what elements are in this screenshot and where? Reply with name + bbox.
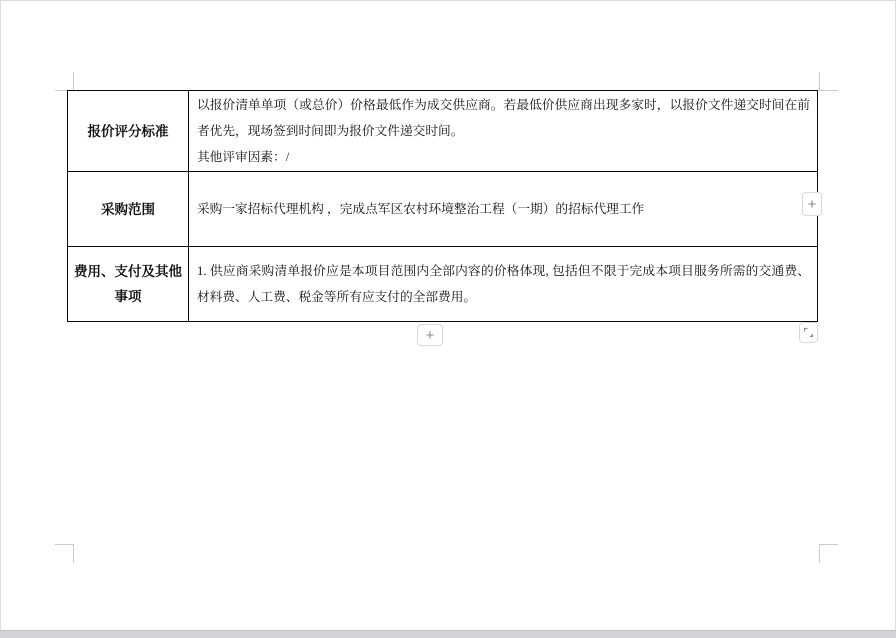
table-resize-button[interactable]	[799, 322, 818, 343]
plus-icon: +	[425, 326, 435, 344]
add-column-button[interactable]	[802, 192, 822, 216]
table-row	[68, 247, 818, 322]
content-paragraph: 其他评审因素：/	[197, 150, 290, 164]
content-paragraph: 采购一家招标代理机构 ，完成点军区农村环境整治工程（一期）的招标代理工作	[197, 202, 645, 216]
horizontal-scrollbar[interactable]	[0, 630, 896, 638]
row-content-cell[interactable]	[189, 172, 818, 247]
row-label-line: 事项	[114, 289, 142, 304]
row-content-cell[interactable]	[189, 91, 818, 172]
row-label-cell[interactable]: 采购范围	[68, 172, 189, 247]
row-label-line: 费用、支付及其他	[74, 264, 182, 279]
margin-mark-top-left	[55, 72, 74, 91]
margin-mark-bottom-left	[55, 544, 74, 563]
plus-icon: +	[807, 195, 817, 213]
row-content-cell[interactable]	[189, 247, 818, 322]
row-label-cell[interactable]	[68, 247, 189, 322]
content-paragraph: 1. 供应商采购清单报价应是本项目范围内全部内容的价格体现, 包括但不限于完成本项目服务所需的交通费、材料费、人工费、税金等所有应支付的全部费用。	[197, 264, 810, 304]
content-paragraph: 以报价清单单项（或总价）价格最低作为成交供应商。若最低价供应商出现多家时，以报价文件递交时间在前者优先，现场签到时间即为报价文件递交时间。	[197, 98, 810, 138]
margin-mark-bottom-right	[819, 544, 838, 563]
expand-arrows-icon	[803, 327, 814, 338]
row-label-cell[interactable]: 报价评分标准	[68, 91, 189, 172]
table-row	[68, 91, 818, 172]
add-row-button[interactable]	[417, 324, 443, 346]
margin-mark-top-right	[819, 72, 838, 91]
table-row	[68, 172, 818, 247]
procurement-table	[67, 90, 818, 322]
